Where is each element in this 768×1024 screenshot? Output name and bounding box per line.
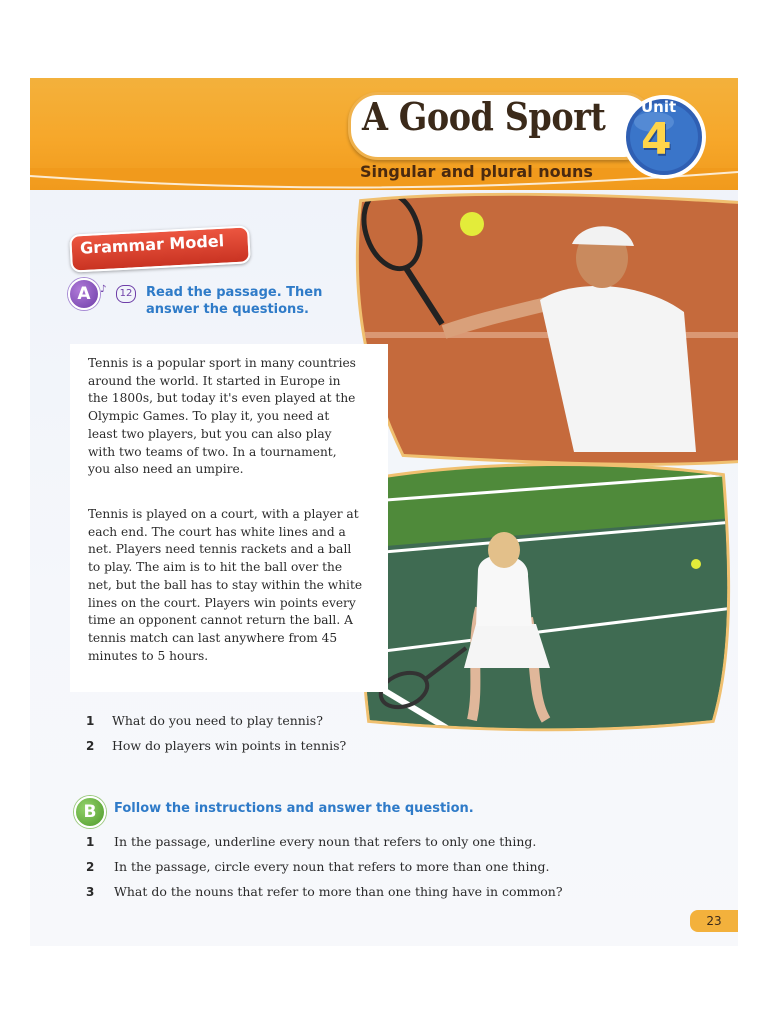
photo-male-tennis-player xyxy=(344,192,738,470)
item-b1-text: In the passage, underline every noun that refers to only one thing. xyxy=(114,834,537,849)
passage-paragraph-1: Tennis is a popular sport in many countries around the world. It started in Europe in the 1800s, but today it's even played at the Olympic Games. To play it, you need at least two players, but you can also play with two teams of two. In a tournament, you also need an umpire. xyxy=(88,356,356,477)
question-a1-number: 1 xyxy=(86,714,95,728)
exercise-b-badge: B xyxy=(74,796,106,828)
question-a2-number: 2 xyxy=(86,739,95,753)
exercise-b-instruction: Follow the instructions and answer the question. xyxy=(114,801,474,816)
page-number: 23 xyxy=(690,910,738,932)
page-title: A Good Sport xyxy=(362,94,606,139)
item-b2-number: 2 xyxy=(86,860,95,874)
passage-paragraph-2: Tennis is played on a court, with a player at each end. The court has white lines and a net. Players need tennis rackets and a ball to play. The aim is to hit the ball over the net, but the ball has to stay within the white lines on the court. Players win points every time an opponent cannot return the ball. A tennis match can last anywhere from 45 minutes to 5 hours. xyxy=(88,507,363,663)
page-subtitle: Singular and plural nouns xyxy=(360,162,593,181)
photo-female-tennis-player xyxy=(360,458,734,734)
audio-track-icon[interactable]: 12 xyxy=(116,285,136,303)
exercise-a-badge: A xyxy=(68,278,100,310)
headphones-icon: ♪ xyxy=(100,284,107,295)
item-b3-text: What do the nouns that refer to more than one thing have in common? xyxy=(114,884,563,899)
item-b1-number: 1 xyxy=(86,835,95,849)
item-b3-number: 3 xyxy=(86,885,95,899)
unit-label: Unit xyxy=(641,98,677,116)
textbook-page xyxy=(30,78,738,946)
unit-number: 4 xyxy=(641,114,672,165)
item-b2-text: In the passage, circle every noun that refers to more than one thing. xyxy=(114,859,550,874)
grammar-model-label: Grammar Model xyxy=(79,231,225,258)
question-a1-text: What do you need to play tennis? xyxy=(112,713,323,728)
question-a2-text: How do players win points in tennis? xyxy=(112,738,347,753)
exercise-a-instruction: Read the passage. Then answer the questions. xyxy=(146,285,323,317)
